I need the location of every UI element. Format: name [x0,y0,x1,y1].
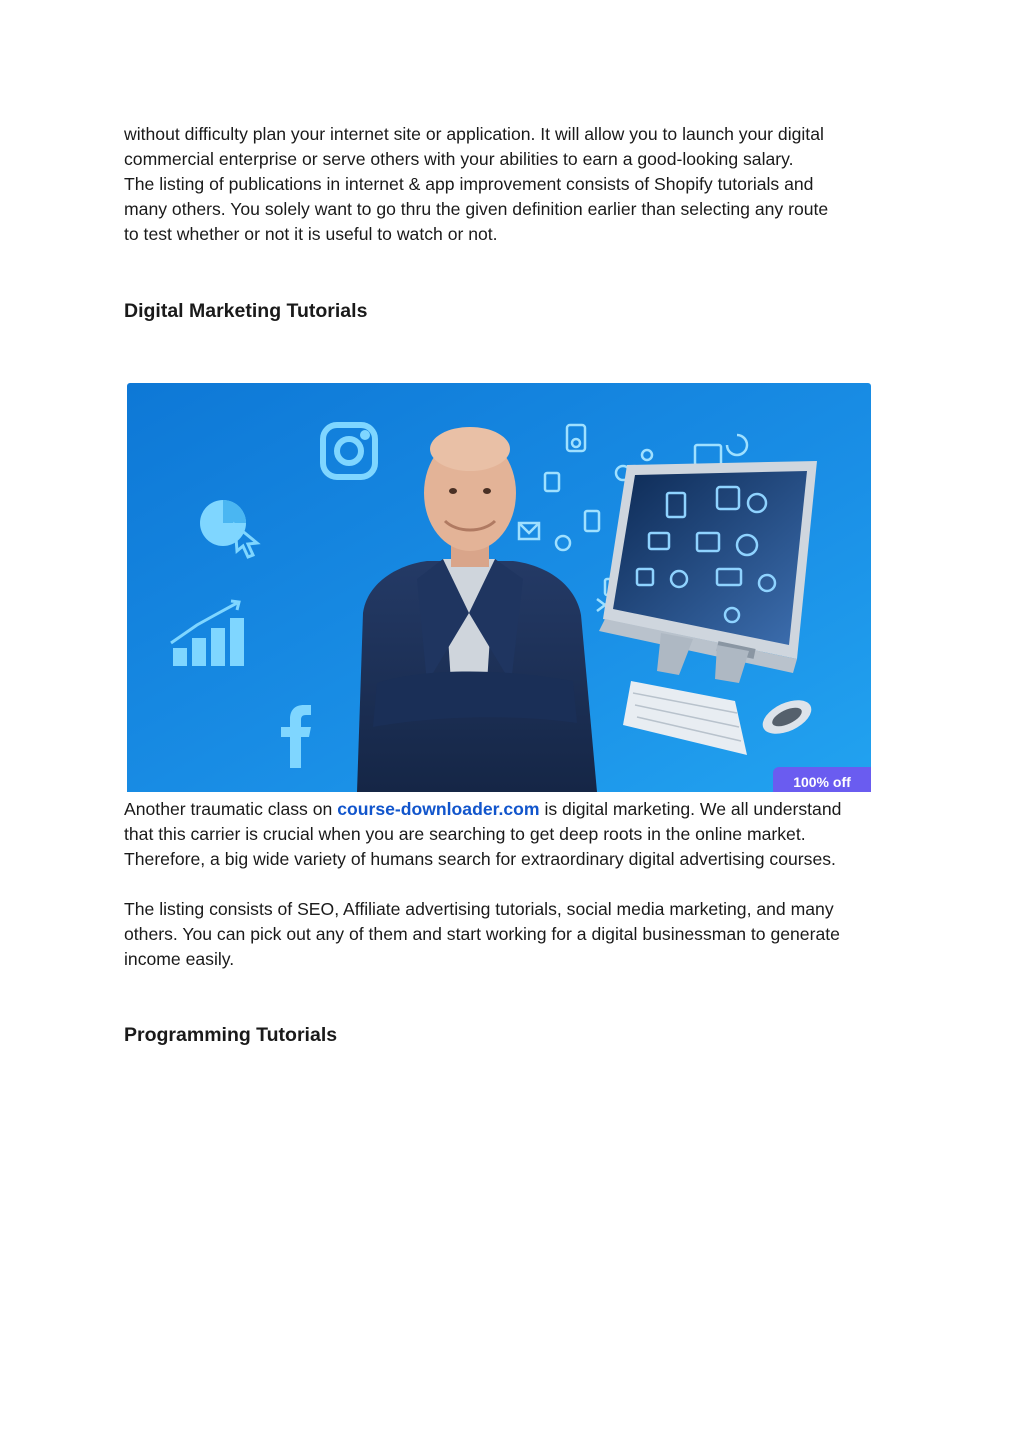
digital-marketing-paragraph-2 [124,897,914,972]
paragraph-line: income easily. [124,949,235,969]
discount-badge: 100% off [773,767,871,792]
section-heading-digital-marketing: Digital Marketing Tutorials [124,300,368,322]
digital-marketing-paragraph-1 [124,797,914,872]
intro-paragraph [124,122,914,247]
intro-line: to test whether or not it is useful to watch or not. [124,224,498,244]
paragraph-text: Another traumatic class on [124,799,338,819]
paragraph-line: Therefore, a big wide variety of humans search for extraordinary digital advertising courses. [124,849,836,869]
computer-monitor-icon [599,461,817,755]
course-downloader-link[interactable]: course-downloader.com [337,799,540,819]
paragraph-text: is digital marketing. We all understand [539,799,842,819]
paragraph-line [124,797,914,822]
paragraph-line: others. You can pick out any of them and start working for a digital businessman to generate [124,924,840,944]
intro-line: commercial enterprise or serve others with your abilities to earn a good-looking salary. [124,149,794,169]
paragraph-line: The listing consists of SEO, Affiliate advertising tutorials, social media marketing, and many [124,899,834,919]
section-heading-programming: Programming Tutorials [124,1024,338,1046]
digital-marketing-hero-image [127,383,871,792]
intro-line: The listing of publications in internet & app improvement consists of Shopify tutorials and [124,174,814,194]
intro-line: without difficulty plan your internet site or application. It will allow you to launch your digital [124,124,824,144]
intro-line: many others. You solely want to go thru the given definition earlier than selecting any route [124,199,829,219]
paragraph-line: that this carrier is crucial when you are searching to get deep roots in the online market. [124,824,806,844]
